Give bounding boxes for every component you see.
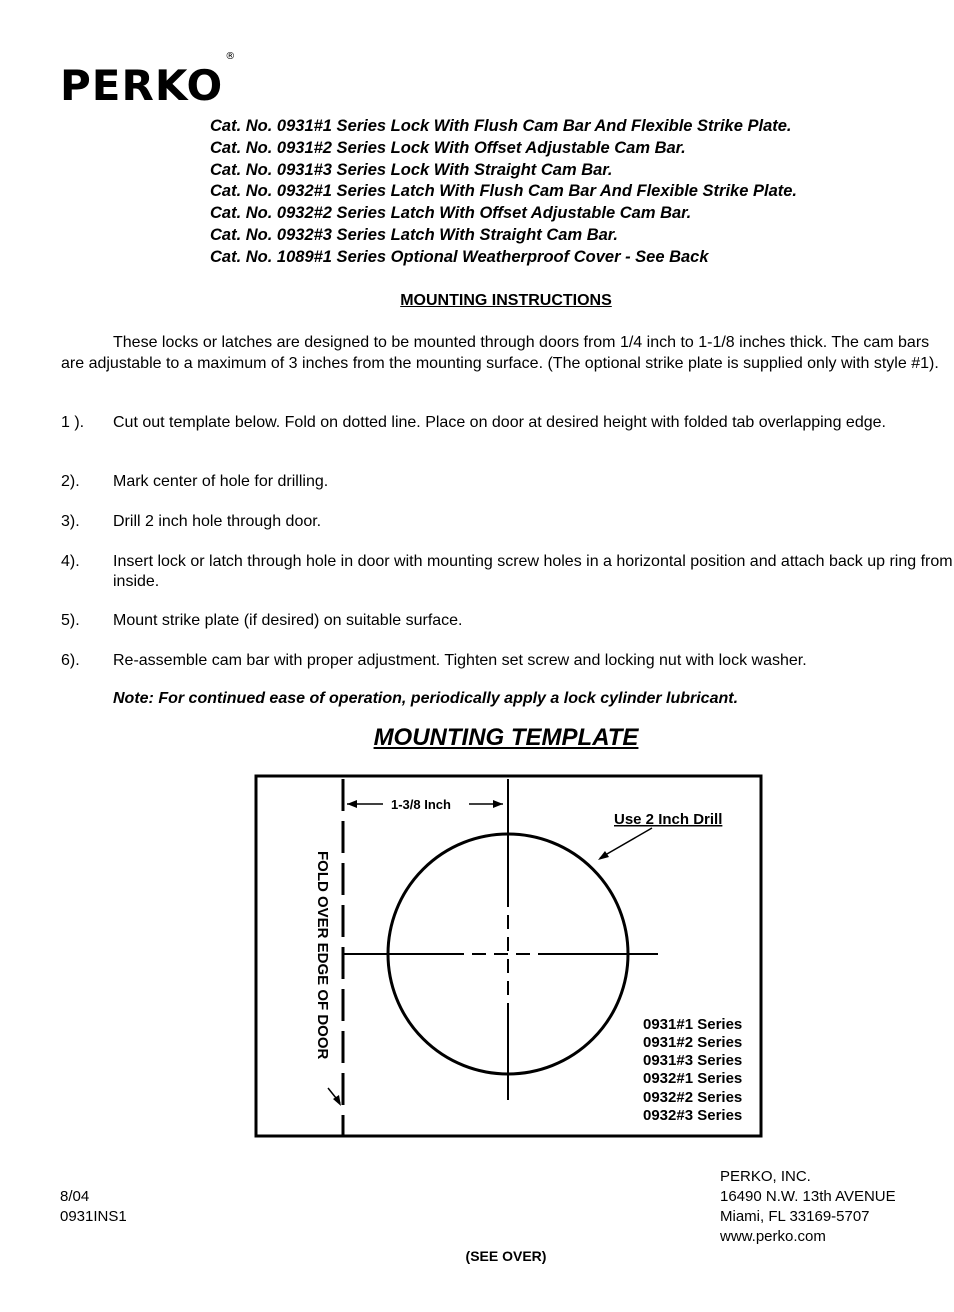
document-code: 0931INS1	[60, 1208, 127, 1225]
drill-label: Use 2 Inch Drill	[614, 811, 723, 828]
series-label: 0931#1 Series	[643, 1016, 743, 1033]
step-text: Mount strike plate (if desired) on suitable surface.	[113, 612, 463, 629]
dimension-label: 1-3/8 Inch	[391, 797, 451, 812]
drill-leader-line	[600, 828, 652, 858]
step-number: 4).	[61, 553, 80, 570]
step-number: 6).	[61, 652, 80, 669]
address-line: PERKO, INC.	[720, 1168, 811, 1185]
instructions-heading: MOUNTING INSTRUCTIONS	[400, 292, 612, 309]
brand-name: PERKO	[60, 61, 224, 110]
step-text: Mark center of hole for drilling.	[113, 473, 329, 490]
step-number: 1 ).	[61, 414, 85, 431]
address-line: Miami, FL 33169-5707	[720, 1208, 870, 1225]
catalog-line: Cat. No. 0931#1 Series Lock With Flush Cam Bar And Flexible Strike Plate.	[210, 117, 792, 135]
catalog-line: Cat. No. 1089#1 Series Optional Weatherproof Cover - See Back	[210, 247, 709, 266]
step-text: Cut out template below. Fold on dotted line. Place on door at desired height with folded tab overlapping edge.	[113, 414, 886, 431]
company-address	[720, 1167, 896, 1247]
catalog-line: Cat. No. 0932#2 Series Latch With Offset Adjustable Cam Bar.	[210, 204, 692, 223]
fold-label: FOLD OVER EDGE OF DOOR	[314, 851, 331, 1060]
catalog-line: Cat. No. 0932#1 Series Latch With Flush Cam Bar And Flexible Strike Plate.	[210, 182, 798, 201]
footer-left	[60, 1187, 127, 1227]
revision-date: 8/04	[60, 1188, 90, 1205]
series-label: 0932#1 Series	[643, 1070, 743, 1087]
step-text: Re-assemble cam bar with proper adjustment. Tighten set screw and locking nut with lock washer.	[113, 652, 807, 669]
see-over-label: (SEE OVER)	[465, 1248, 547, 1264]
address-line: 16490 N.W. 13th AVENUE	[720, 1188, 896, 1205]
series-label: 0932#3 Series	[643, 1107, 743, 1124]
step-text: Drill 2 inch hole through door.	[113, 513, 322, 530]
registered-mark: ®	[225, 51, 237, 62]
catalog-line: Cat. No. 0931#3 Series Lock With Straight Cam Bar.	[210, 160, 613, 179]
series-label: 0932#2 Series	[643, 1089, 743, 1106]
step-number: 3).	[61, 513, 80, 530]
step-text: Insert lock or latch through hole in door with mounting screw holes in a horizontal position and attach back up ring from inside.	[113, 553, 953, 590]
series-label: 0931#2 Series	[643, 1034, 743, 1051]
template-title: MOUNTING TEMPLATE	[373, 724, 639, 751]
lubricant-note: Note: For continued ease of operation, periodically apply a lock cylinder lubricant.	[113, 690, 739, 707]
step-number: 2).	[61, 473, 80, 490]
step-number: 5).	[61, 612, 80, 629]
drill-arrow-icon	[598, 851, 609, 860]
catalog-line: Cat. No. 0931#2 Series Lock With Offset Adjustable Cam Bar.	[210, 138, 686, 157]
series-label: 0931#3 Series	[643, 1052, 743, 1069]
catalog-line: Cat. No. 0932#3 Series Latch With Straight Cam Bar.	[210, 225, 618, 244]
arrow-right-icon	[493, 800, 503, 808]
arrow-left-icon	[347, 800, 357, 808]
intro-text: These locks or latches are designed to be mounted through doors from 1/4 inch to 1-1/8 inches thick. The cam bars are adjustable to a maximum of 3 inches from the mounting surface. (The optional strike plate is supplied only with style #1).	[61, 334, 939, 372]
website-link[interactable]: www.perko.com	[720, 1228, 826, 1245]
